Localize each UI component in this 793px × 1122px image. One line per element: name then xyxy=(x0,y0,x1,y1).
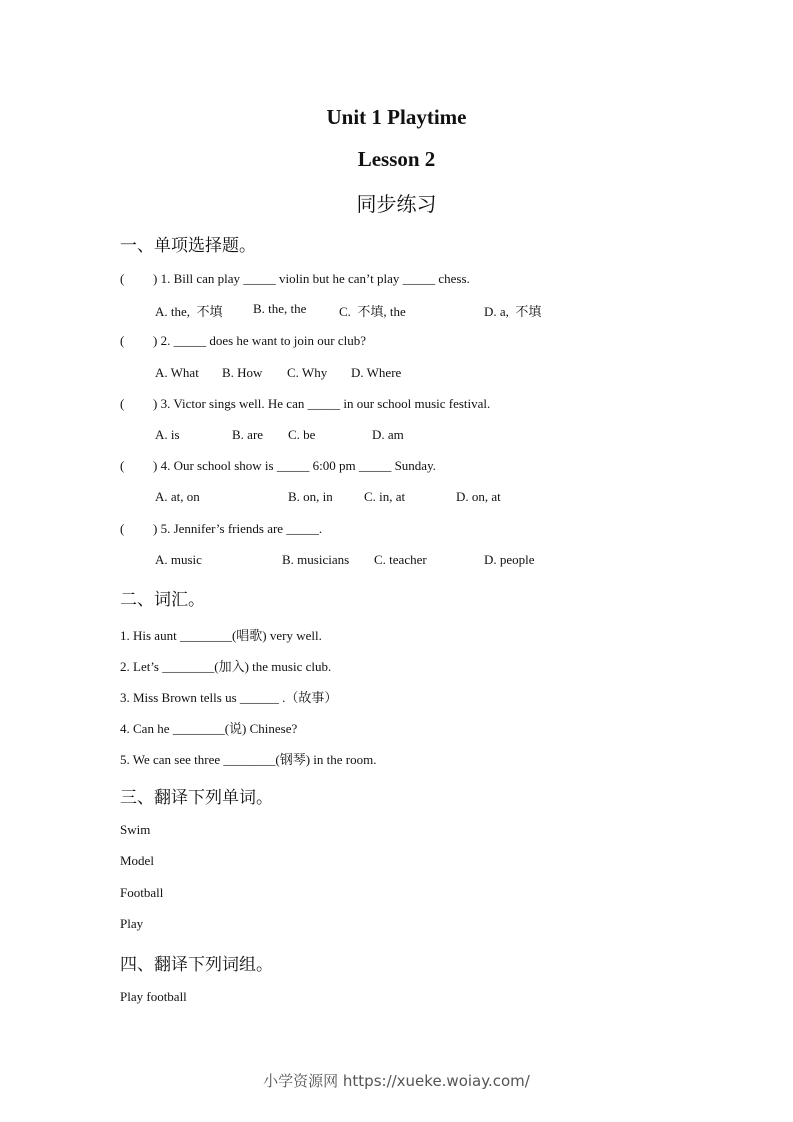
lesson-title: Lesson 2 xyxy=(357,147,436,171)
section-heading-translate-phrases: 四、翻译下列词组。 xyxy=(120,955,273,975)
word-item-1: Swim xyxy=(120,822,151,837)
option-c: C. be xyxy=(288,427,316,442)
option-c: C. 不填, the xyxy=(339,304,406,319)
phrase-item-1: Play football xyxy=(120,989,187,1004)
vocab-item-5: 5. We can see three ________(钢琴) in the room. xyxy=(120,752,377,767)
document-subtitle: 同步练习 xyxy=(356,192,437,216)
vocab-item-1: 1. His aunt ________(唱歌) very well. xyxy=(120,628,322,643)
option-b: B. are xyxy=(232,427,264,442)
question-stem: ) 3. Victor sings well. He can _____ in our school music festival. xyxy=(153,396,491,411)
question-stem: ) 4. Our school show is _____ 6:00 pm _____ Sunday. xyxy=(153,458,436,473)
option-a: A. at, on xyxy=(155,489,200,504)
section-heading-translate-words: 三、翻译下列单词。 xyxy=(120,788,273,808)
option-c: C. in, at xyxy=(364,489,406,504)
option-a: A. is xyxy=(155,427,180,442)
section-heading-multiple-choice: 一、单项选择题。 xyxy=(120,236,256,256)
option-a: A. the, 不填 xyxy=(155,304,223,319)
option-b: B. How xyxy=(222,365,263,380)
footer-watermark: 小学资源网 https://xueke.woiay.com/ xyxy=(263,1072,530,1090)
answer-paren: ( xyxy=(120,458,125,473)
answer-paren: ( xyxy=(120,521,125,536)
document-title: Unit 1 Playtime xyxy=(326,105,467,129)
option-d: D. Where xyxy=(351,365,402,380)
option-c: C. Why xyxy=(287,365,328,380)
vocab-item-3: 3. Miss Brown tells us ______ .（故事） xyxy=(120,690,338,705)
option-d: D. am xyxy=(372,427,404,442)
option-d: D. people xyxy=(484,552,535,567)
option-a: A. What xyxy=(155,365,199,380)
option-b: B. musicians xyxy=(282,552,350,567)
word-item-3: Football xyxy=(120,885,164,900)
option-b: B. on, in xyxy=(288,489,333,504)
answer-paren: ( xyxy=(120,271,125,286)
option-b: B. the, the xyxy=(253,301,307,316)
section-heading-vocabulary: 二、词汇。 xyxy=(120,590,205,610)
answer-paren: ( xyxy=(120,333,125,348)
question-stem: ) 1. Bill can play _____ violin but he can’t play _____ chess. xyxy=(153,271,470,286)
word-item-4: Play xyxy=(120,916,144,931)
option-c: C. teacher xyxy=(374,552,427,567)
answer-paren: ( xyxy=(120,396,125,411)
word-item-2: Model xyxy=(120,853,154,868)
vocab-item-4: 4. Can he ________(说) Chinese? xyxy=(120,721,298,736)
question-stem: ) 2. _____ does he want to join our club? xyxy=(153,333,367,348)
vocab-item-2: 2. Let’s ________(加入) the music club. xyxy=(120,659,332,674)
option-a: A. music xyxy=(155,552,202,567)
option-d: D. on, at xyxy=(456,489,501,504)
option-d: D. a, 不填 xyxy=(484,304,542,319)
question-stem: ) 5. Jennifer’s friends are _____. xyxy=(153,521,323,536)
